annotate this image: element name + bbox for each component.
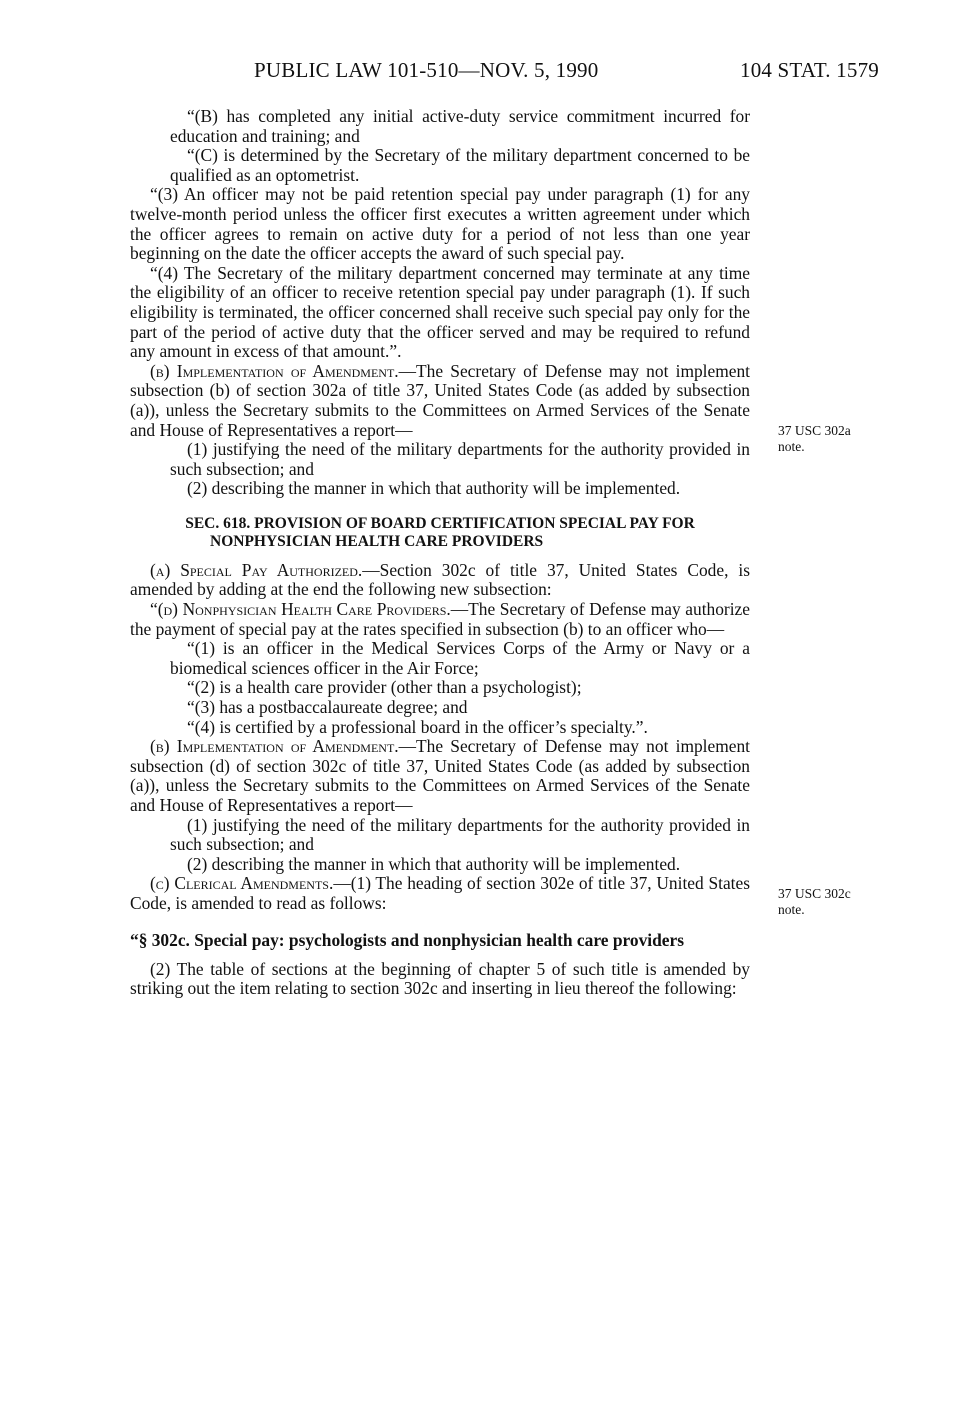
margin-note-line1: 37 USC 302c [778, 886, 851, 901]
subsection-text: —The Secretary of Defense may authorize the payment of special pay at the rates specified in subsection (b) to an officer who— [130, 599, 750, 639]
section-618-heading: SEC. 618. PROVISION OF BOARD CERTIFICATION SPECIAL PAY FOR NONPHYSICIAN HEALTH CARE PROVIDERS [185, 514, 695, 550]
margin-note-302a [778, 423, 851, 455]
subsection-heading: “(d) Nonphysician Health Care Providers. [150, 599, 451, 620]
subsection-text: —The Secretary of Defense may not implement subsection (d) of section 302c of title 37, United States Code (as added by subsection (a)), unless the Secretary submits to the Committees on Armed Services of the Senate and House of Representatives a report— [130, 736, 750, 815]
subsection-a [130, 561, 750, 600]
subsection-text: —The Secretary of Defense may not implement subsection (b) of section 302a of title 37, United States Code (as added by subsection (a)), unless the Secretary submits to the Committees on Armed Services of the Senate and House of Representatives a report— [130, 360, 750, 440]
subsection-b-implementation-2 [130, 737, 750, 815]
margin-note-line2: note. [778, 439, 805, 454]
text-column [130, 107, 750, 999]
clause-d-2: “(2) is a health care provider (other than a psychologist); [187, 677, 582, 698]
subsection-heading: (c) Clerical Amendments. [150, 873, 334, 894]
clause-d-3: “(3) has a postbaccalaureate degree; and [187, 697, 468, 718]
subsection-heading: (b) Implementation of Amendment. [150, 736, 399, 757]
section-302c-heading: “§ 302c. Special pay: psychologists and nonphysician health care providers [130, 929, 684, 950]
paragraph-b: “(B) has completed any initial active-duty service commitment incurred for education and training; and [170, 106, 750, 146]
subsection-text: —(1) The heading of section 302e of title 37, United States Code, is amended to read as follows: [130, 873, 750, 913]
clause-2: (2) describing the manner in which that authority will be implemented. [187, 478, 681, 499]
subsection-d [130, 600, 750, 639]
subsection-heading: (a) Special Pay Authorized. [150, 559, 363, 580]
running-header-center: PUBLIC LAW 101-510—NOV. 5, 1990 [254, 58, 599, 82]
paragraph-c-2: (2) The table of sections at the beginning of chapter 5 of such title is amended by striking out the item relating to section 302c and inserting in lieu thereof the following: [130, 958, 750, 999]
running-header-page: 104 STAT. 1579 [740, 58, 879, 82]
paragraph-c: “(C) is determined by the Secretary of the military department concerned to be qualified as an optometrist. [170, 145, 750, 185]
clause-1: (1) justifying the need of the military departments for the authority provided in such subsection; and [170, 814, 750, 855]
clause-d-4: “(4) is certified by a professional board in the officer’s specialty.”. [187, 716, 648, 737]
subsection-text: —Section 302c of title 37, United States Code, is amended by adding at the end the following new subsection: [130, 559, 750, 600]
clause-2: (2) describing the manner in which that authority will be implemented. [187, 853, 681, 874]
clause-d-1: “(1) is an officer in the Medical Services Corps of the Army or Navy or a biomedical sciences officer in the Air Force; [170, 638, 750, 678]
clause-1: (1) justifying the need of the military departments for the authority provided in such subsection; and [170, 439, 750, 479]
margin-note-line2: note. [778, 902, 805, 917]
margin-note-line1: 37 USC 302a [778, 423, 851, 438]
subsection-c [130, 874, 750, 913]
subsection-b-implementation [130, 362, 750, 440]
paragraph-3: “(3) An officer may not be paid retention special pay under paragraph (1) for any twelve-month period unless the officer first executes a written agreement under which the officer agrees to remain on active duty for a period of not less than one year beginning on the date the officer accepts the award of such special pay. [130, 184, 750, 264]
subsection-heading: (b) Implementation of Amendment. [150, 360, 399, 381]
margin-note-302c [778, 886, 851, 918]
paragraph-4: “(4) The Secretary of the military department concerned may terminate at any time the eligibility of an officer to receive retention special pay under paragraph (1). If such eligibility is terminated, the officer concerned shall receive such special pay only for the part of the period of active duty that the officer served and may be required to refund any amount in excess of that amount.”. [130, 262, 750, 362]
